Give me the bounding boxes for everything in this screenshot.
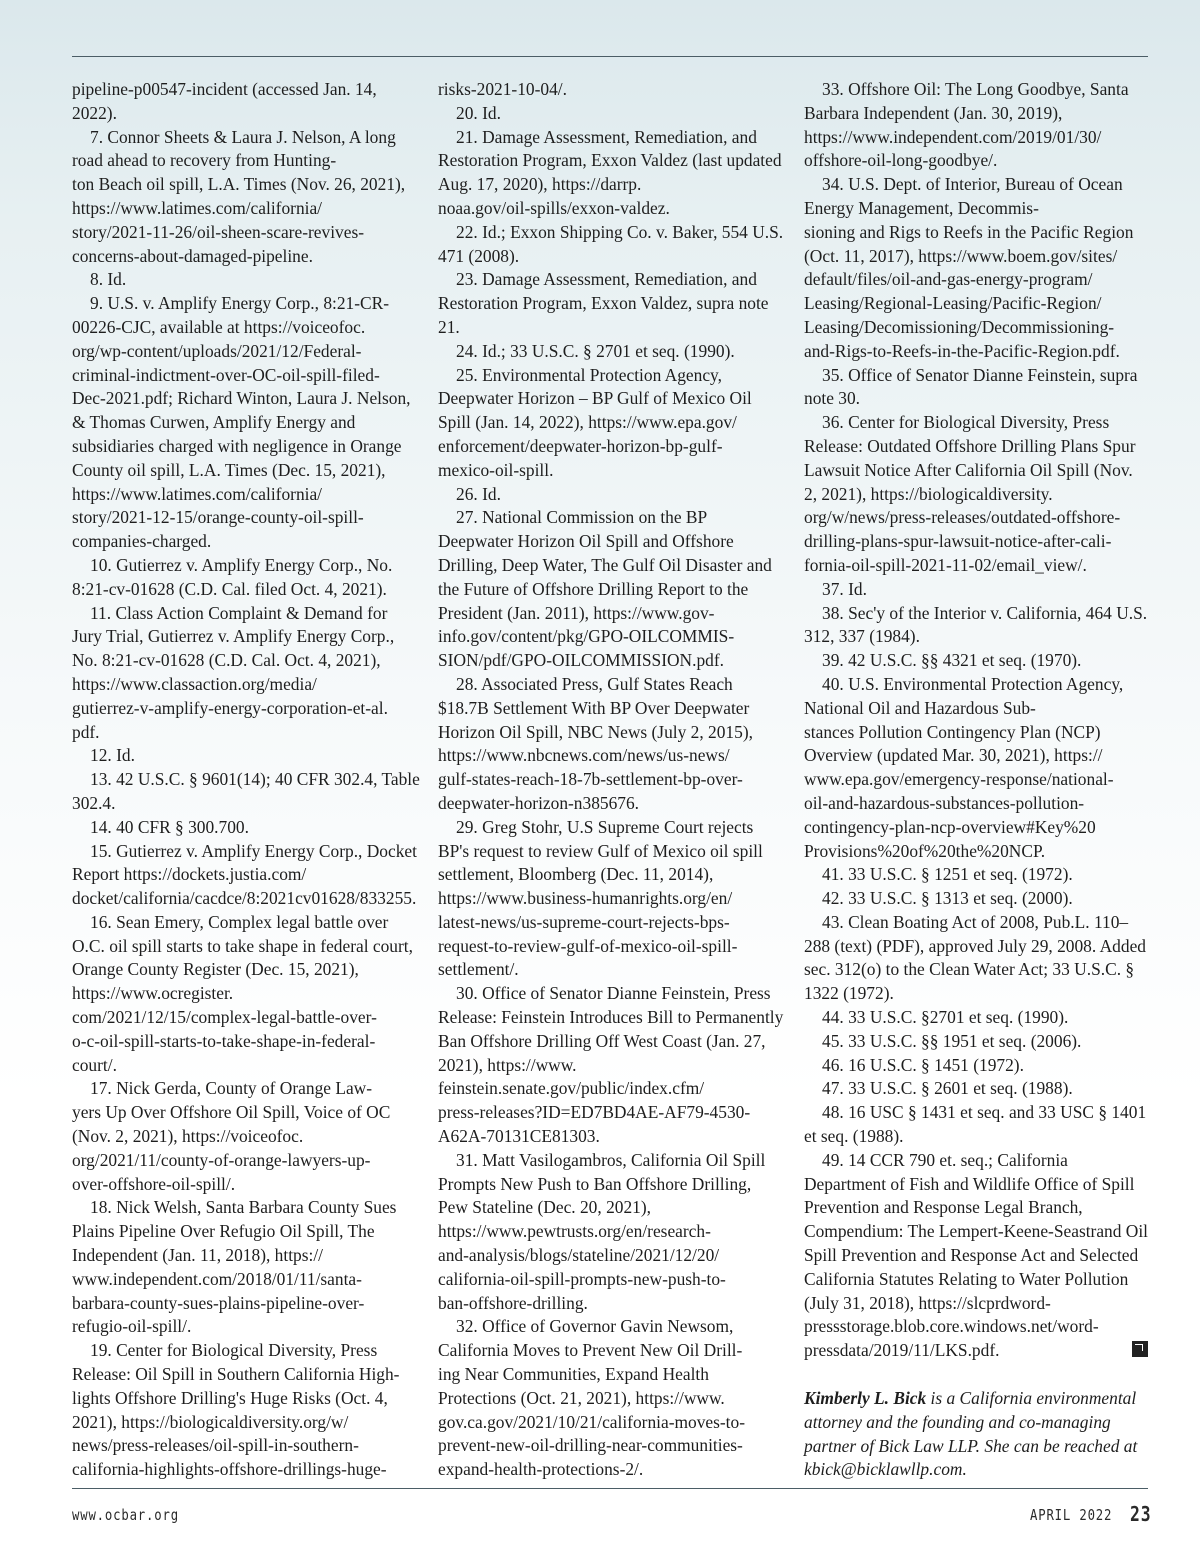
endnote: 27. National Commission on the BP Deepwater Horizon Oil Spill and Offshore Drilling, Deep Water, The Gulf Oil Disaster and the Future of Offshore Drilling Report to the President (Jan. 2011), https://www.gov- info.gov/content/pkg/GPO-OILCOMMIS- SION/pdf/GPO-OILCOMMISSION.pdf.	[438, 507, 772, 671]
endnote: 25. Environmental Protection Agency, Deepwater Horizon – BP Gulf of Mexico Oil Spill (Jan. 14, 2022), https://www.epa.gov/ enforcement/deepwater-horizon-bp-gulf- mexico-oil-spill.	[438, 364, 752, 480]
endnote: 39. 42 U.S.C. §§ 4321 et seq. (1970).	[822, 650, 1082, 671]
endnote: 21. Damage Assessment, Remediation, and Restoration Program, Exxon Valdez (last updated Aug. 17, 2020), https://darrp. noaa.gov/oil-spills/exxon-valdez.	[438, 126, 782, 218]
endnote: 19. Center for Biological Diversity, Press Release: Oil Spill in Southern California High- lights Offshore Drilling's Huge Risks (Oct. 4, 2021), https://biologicaldiversity.org/w/ news/press-releases/oil-spill-in-southern- california-highlights-offshore-drillings-huge-	[72, 1340, 400, 1480]
endnote: 8. Id.	[90, 269, 127, 290]
endnote: 10. Gutierrez v. Amplify Energy Corp., No. 8:21-cv-01628 (C.D. Cal. filed Oct. 4, 2021).	[72, 554, 393, 599]
endnote: 48. 16 USC § 1431 et seq. and 33 USC § 1401 et seq. (1988).	[804, 1102, 1147, 1147]
endnote: 11. Class Action Complaint & Demand for Jury Trial, Gutierrez v. Amplify Energy Corp., No. 8:21-cv-01628 (C.D. Cal. Oct. 4, 2021), https://www.classaction.org/media/ gutierrez-v-amplify-energy-corporation-et-al. pdf.	[72, 602, 395, 742]
endnote: 17. Nick Gerda, County of Orange Law- yers Up Over Offshore Oil Spill, Voice of OC (Nov. 2, 2021), https://voiceofoc. org/2021/11/county-of-orange-lawyers-up- over-offshore-oil-spill/.	[72, 1078, 391, 1194]
bottom-rule	[72, 1488, 1148, 1489]
endnote: 37. Id.	[822, 578, 867, 599]
endnote: 24. Id.; 33 U.S.C. § 2701 et seq. (1990).	[456, 340, 735, 361]
endnotes-column-1	[72, 78, 420, 1482]
author-bio	[804, 1387, 1148, 1482]
endnote: 26. Id.	[456, 483, 501, 504]
endnote: 30. Office of Senator Dianne Feinstein, Press Release: Feinstein Introduces Bill to Permanently Ban Offshore Drilling Off West Coast (Jan. 27, 2021), https://www. feinstein.senate.gov/public/index.cfm/ press-releases?ID=ED7BD4AE-AF79-4530- A62A-70131CE81303.	[438, 983, 784, 1147]
endnote: 14. 40 CFR § 300.700.	[90, 816, 249, 837]
endnote: 23. Damage Assessment, Remediation, and Restoration Program, Exxon Valdez, supra note 21.	[438, 269, 769, 337]
endnote: 18. Nick Welsh, Santa Barbara County Sues Plains Pipeline Over Refugio Oil Spill, The Independent (Jan. 11, 2018), https:// www.independent.com/2018/01/11/santa- barbara-county-sues-plains-pipeline-over- refugio-oil-spill/.	[72, 1197, 397, 1337]
endnote: 44. 33 U.S.C. §2701 et seq. (1990).	[822, 1007, 1069, 1028]
endnote: 41. 33 U.S.C. § 1251 et seq. (1972).	[822, 864, 1073, 885]
endnotes-column-3	[804, 78, 1148, 1482]
endnote: 9. U.S. v. Amplify Energy Corp., 8:21-CR- 00226-CJC, available at https://voiceofoc. org/wp-content/uploads/2021/12/Federal- criminal-indictment-over-OC-oil-spill-filed- Dec-2021.pdf; Richard Winton, Laura J. Nelson, & Thomas Curwen, Amplify Energy and subsidiaries charged with negligence in Orange County oil spill, L.A. Times (Dec. 15, 2021), https://www.latimes.com/california/ story/2021-12-15/orange-county-oil-spill- companies-charged.	[72, 293, 411, 552]
top-rule	[72, 56, 1148, 57]
endnote: 47. 33 U.S.C. § 2601 et seq. (1988).	[822, 1078, 1073, 1099]
endnote: 43. Clean Boating Act of 2008, Pub.L. 110–288 (text) (PDF), approved July 29, 2008. Added sec. 312(o) to the Clean Water Act; 33 U.S.C. § 1322 (1972).	[804, 911, 1146, 1004]
endnote-continued: pipeline-p00547-incident (accessed Jan. 14, 2022).	[72, 79, 377, 123]
endnote: 12. Id.	[90, 745, 135, 766]
author-name: Kimberly L. Bick	[804, 1388, 927, 1409]
endnote: 49. 14 CCR 790 et. seq.; California Department of Fish and Wildlife Office of Spill Prevention and Response Legal Branch, Compendium: The Lempert-Keene-Seastrand Oil Spill Prevention and Response Act and Selected California Statutes Relating to Water Pollution (July 31, 2018), https://slcprdword- pressstorage.blob.core.windows.net/word- pressdata/2019/11/LKS.pdf.	[804, 1149, 1149, 1361]
endnote: 45. 33 U.S.C. §§ 1951 et seq. (2006).	[822, 1030, 1082, 1051]
endnote: 35. Office of Senator Dianne Feinstein, supra note 30.	[804, 364, 1138, 409]
page-number: 23	[1130, 1502, 1152, 1526]
endnote: 16. Sean Emery, Complex legal battle over O.C. oil spill starts to take shape in federal court, Orange County Register (Dec. 15, 2021), https://www.ocregister. com/2021/12/15/complex-legal-battle-over- o-c-oil-spill-starts-to-take-shape-in-federal- court/.	[72, 911, 413, 1075]
footer-issue-date: APRIL 2022	[1030, 1506, 1113, 1524]
endnotes-column-2	[438, 78, 784, 1482]
endnote: 38. Sec'y of the Interior v. California, 464 U.S. 312, 337 (1984).	[804, 602, 1148, 647]
endnote: 46. 16 U.S.C. § 1451 (1972).	[822, 1054, 1024, 1075]
endnote: 29. Greg Stohr, U.S Supreme Court rejects BP's request to review Gulf of Mexico oil spill settlement, Bloomberg (Dec. 11, 2014), https://www.business-humanrights.org/en/ latest-news/us-supreme-court-rejects-bps- request-to-review-gulf-of-mexico-oil-spill- settlement/.	[438, 816, 763, 980]
endnote: 15. Gutierrez v. Amplify Energy Corp., Docket Report https://dockets.justia.com/ docket/california/cacdce/8:2021cv01628/833255.	[72, 840, 417, 909]
endnote: 7. Connor Sheets & Laura J. Nelson, A long road ahead to recovery from Hunting- ton Beach oil spill, L.A. Times (Nov. 26, 2021), https://www.latimes.com/california/ story/2021-11-26/oil-sheen-scare-revives- concerns-about-damaged-pipeline.	[72, 126, 406, 266]
end-of-article-icon	[1132, 1341, 1148, 1357]
footer-website[interactable]: www.ocbar.org	[72, 1506, 179, 1524]
endnote: 32. Office of Governor Gavin Newsom, California Moves to Prevent New Oil Drill- ing Near Communities, Expand Health Protections (Oct. 21, 2021), https://www. gov.ca.gov/2021/10/21/california-moves-to- prevent-new-oil-drilling-near-communities- expand-health-protections-2/.	[438, 1316, 745, 1480]
endnote: 34. U.S. Dept. of Interior, Bureau of Ocean Energy Management, Decommis- sioning and Rigs to Reefs in the Pacific Region (Oct. 11, 2017), https://www.boem.gov/sites/ default/files/oil-and-gas-energy-program/ Leasing/Regional-Leasing/Pacific-Region/ Leasing/Decomissioning/Decommissioning- and-Rigs-to-Reefs-in-the-Pacific-Region.pdf.	[804, 174, 1134, 361]
endnotes	[72, 78, 1148, 1483]
endnote: 42. 33 U.S.C. § 1313 et seq. (2000).	[822, 888, 1073, 909]
endnote: 28. Associated Press, Gulf States Reach $18.7B Settlement With BP Over Deepwater Horizon Oil Spill, NBC News (July 2, 2015), https://www.nbcnews.com/news/us-news/ gulf-states-reach-18-7b-settlement-bp-over- deepwater-horizon-n385676.	[438, 673, 753, 813]
endnote: 33. Offshore Oil: The Long Goodbye, Santa Barbara Independent (Jan. 30, 2019), https://www.independent.com/2019/01/30/ offshore-oil-long-goodbye/.	[804, 79, 1129, 171]
endnote-continued: risks-2021-10-04/.	[438, 79, 567, 99]
endnote: 20. Id.	[456, 102, 501, 123]
endnote: 13. 42 U.S.C. § 9601(14); 40 CFR 302.4, Table 302.4.	[72, 769, 420, 813]
endnote: 36. Center for Biological Diversity, Press Release: Outdated Offshore Drilling Plans Spur Lawsuit Notice After California Oil Spill (Nov. 2, 2021), https://biologicaldiversity. org/w/news/press-releases/outdated-offshore- drilling-plans-spur-lawsuit-notice-after-cali- fornia-oil-spill-2021-11-02/email_view/.	[804, 412, 1136, 575]
endnote: 40. U.S. Environmental Protection Agency, National Oil and Hazardous Sub- stances Pollution Contingency Plan (NCP) Overview (updated Mar. 30, 2021), https:// www.epa.gov/emergency-response/national- oil-and-hazardous-substances-pollution- contingency-plan-ncp-overview#Key%20 Provisions%20of%20the%20NCP.	[804, 673, 1124, 861]
endnote: 31. Matt Vasilogambros, California Oil Spill Prompts New Push to Ban Offshore Drilling, Pew Stateline (Dec. 20, 2021), https://www.pewtrusts.org/en/research- and-analysis/blogs/stateline/2021/12/20/ california-oil-spill-prompts-new-push-to- ban-offshore-drilling.	[438, 1149, 766, 1313]
endnote: 22. Id.; Exxon Shipping Co. v. Baker, 554 U.S. 471 (2008).	[438, 221, 784, 266]
author-bio-text: is a California environmental attorney and the founding and co-managing partner of Bick Law LLP. She can be reached at kbick@bicklawllp.com.	[804, 1388, 1138, 1480]
